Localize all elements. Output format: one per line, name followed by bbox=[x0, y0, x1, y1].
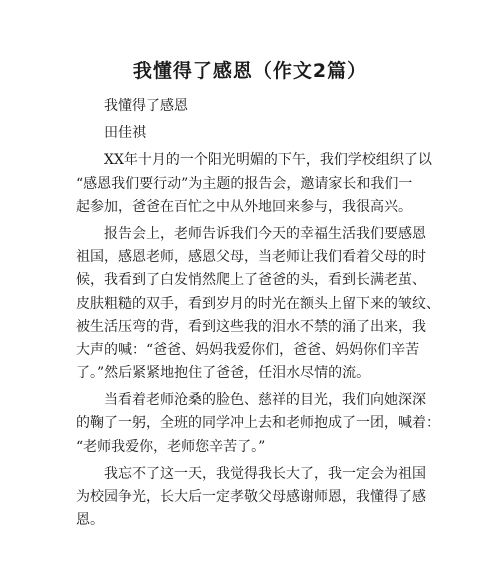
text-line: 田佳祺 bbox=[104, 125, 146, 142]
text-line: 恩。 bbox=[76, 512, 104, 529]
text-line: “感恩我们要行动”为主题的报告会，邀请家长和我们一 bbox=[76, 175, 413, 192]
text-line: 祖国，感恩老师，感恩父母，当老师让我们看着父母的时 bbox=[76, 249, 426, 266]
text-line: 起参加，爸爸在百忙之中从外地回来参与，我很高兴。 bbox=[76, 198, 412, 215]
text-line: XX年十月的一个阳光明媚的下午，我们学校组织了以 bbox=[104, 152, 432, 169]
document-body bbox=[76, 95, 440, 532]
text-line: 大声的喊：“爸爸、妈妈我爱你们，爸爸、妈妈你们辛苦 bbox=[76, 341, 420, 358]
text-line: 的鞠了一躬，全班的同学冲上去和老师抱成了一团，喊着： bbox=[76, 415, 440, 432]
text-line: 报告会上，老师告诉我们今天的幸福生活我们要感恩 bbox=[104, 225, 426, 242]
document-title: 我懂得了感恩（作文2篇） bbox=[132, 60, 368, 82]
text-line: 为校园争光，长大后一定孝敬父母感谢师恩，我懂得了感 bbox=[76, 489, 426, 505]
text-line: 了。”然后紧紧地抱住了爸爸，任泪水尽情的流。 bbox=[76, 365, 371, 382]
text-line: 当看着老师沧桑的脸色、慈祥的目光，我们向她深深 bbox=[104, 392, 426, 409]
text-line: 皮肤粗糙的双手，看到岁月的时光在额头上留下来的皱纹、 bbox=[76, 295, 440, 312]
text-line: 我懂得了感恩 bbox=[104, 98, 188, 114]
text-line: 候，我看到了白发悄然爬上了爸爸的头，看到长满老茧、 bbox=[76, 272, 426, 289]
text-line: 我忘不了这一天，我觉得我长大了，我一定会为祖国 bbox=[104, 465, 426, 482]
text-line: “老师我爱你，老师您辛苦了。” bbox=[76, 438, 266, 455]
text-line: 被生活压弯的背，看到这些我的泪水不禁的涌了出来，我 bbox=[76, 318, 426, 335]
